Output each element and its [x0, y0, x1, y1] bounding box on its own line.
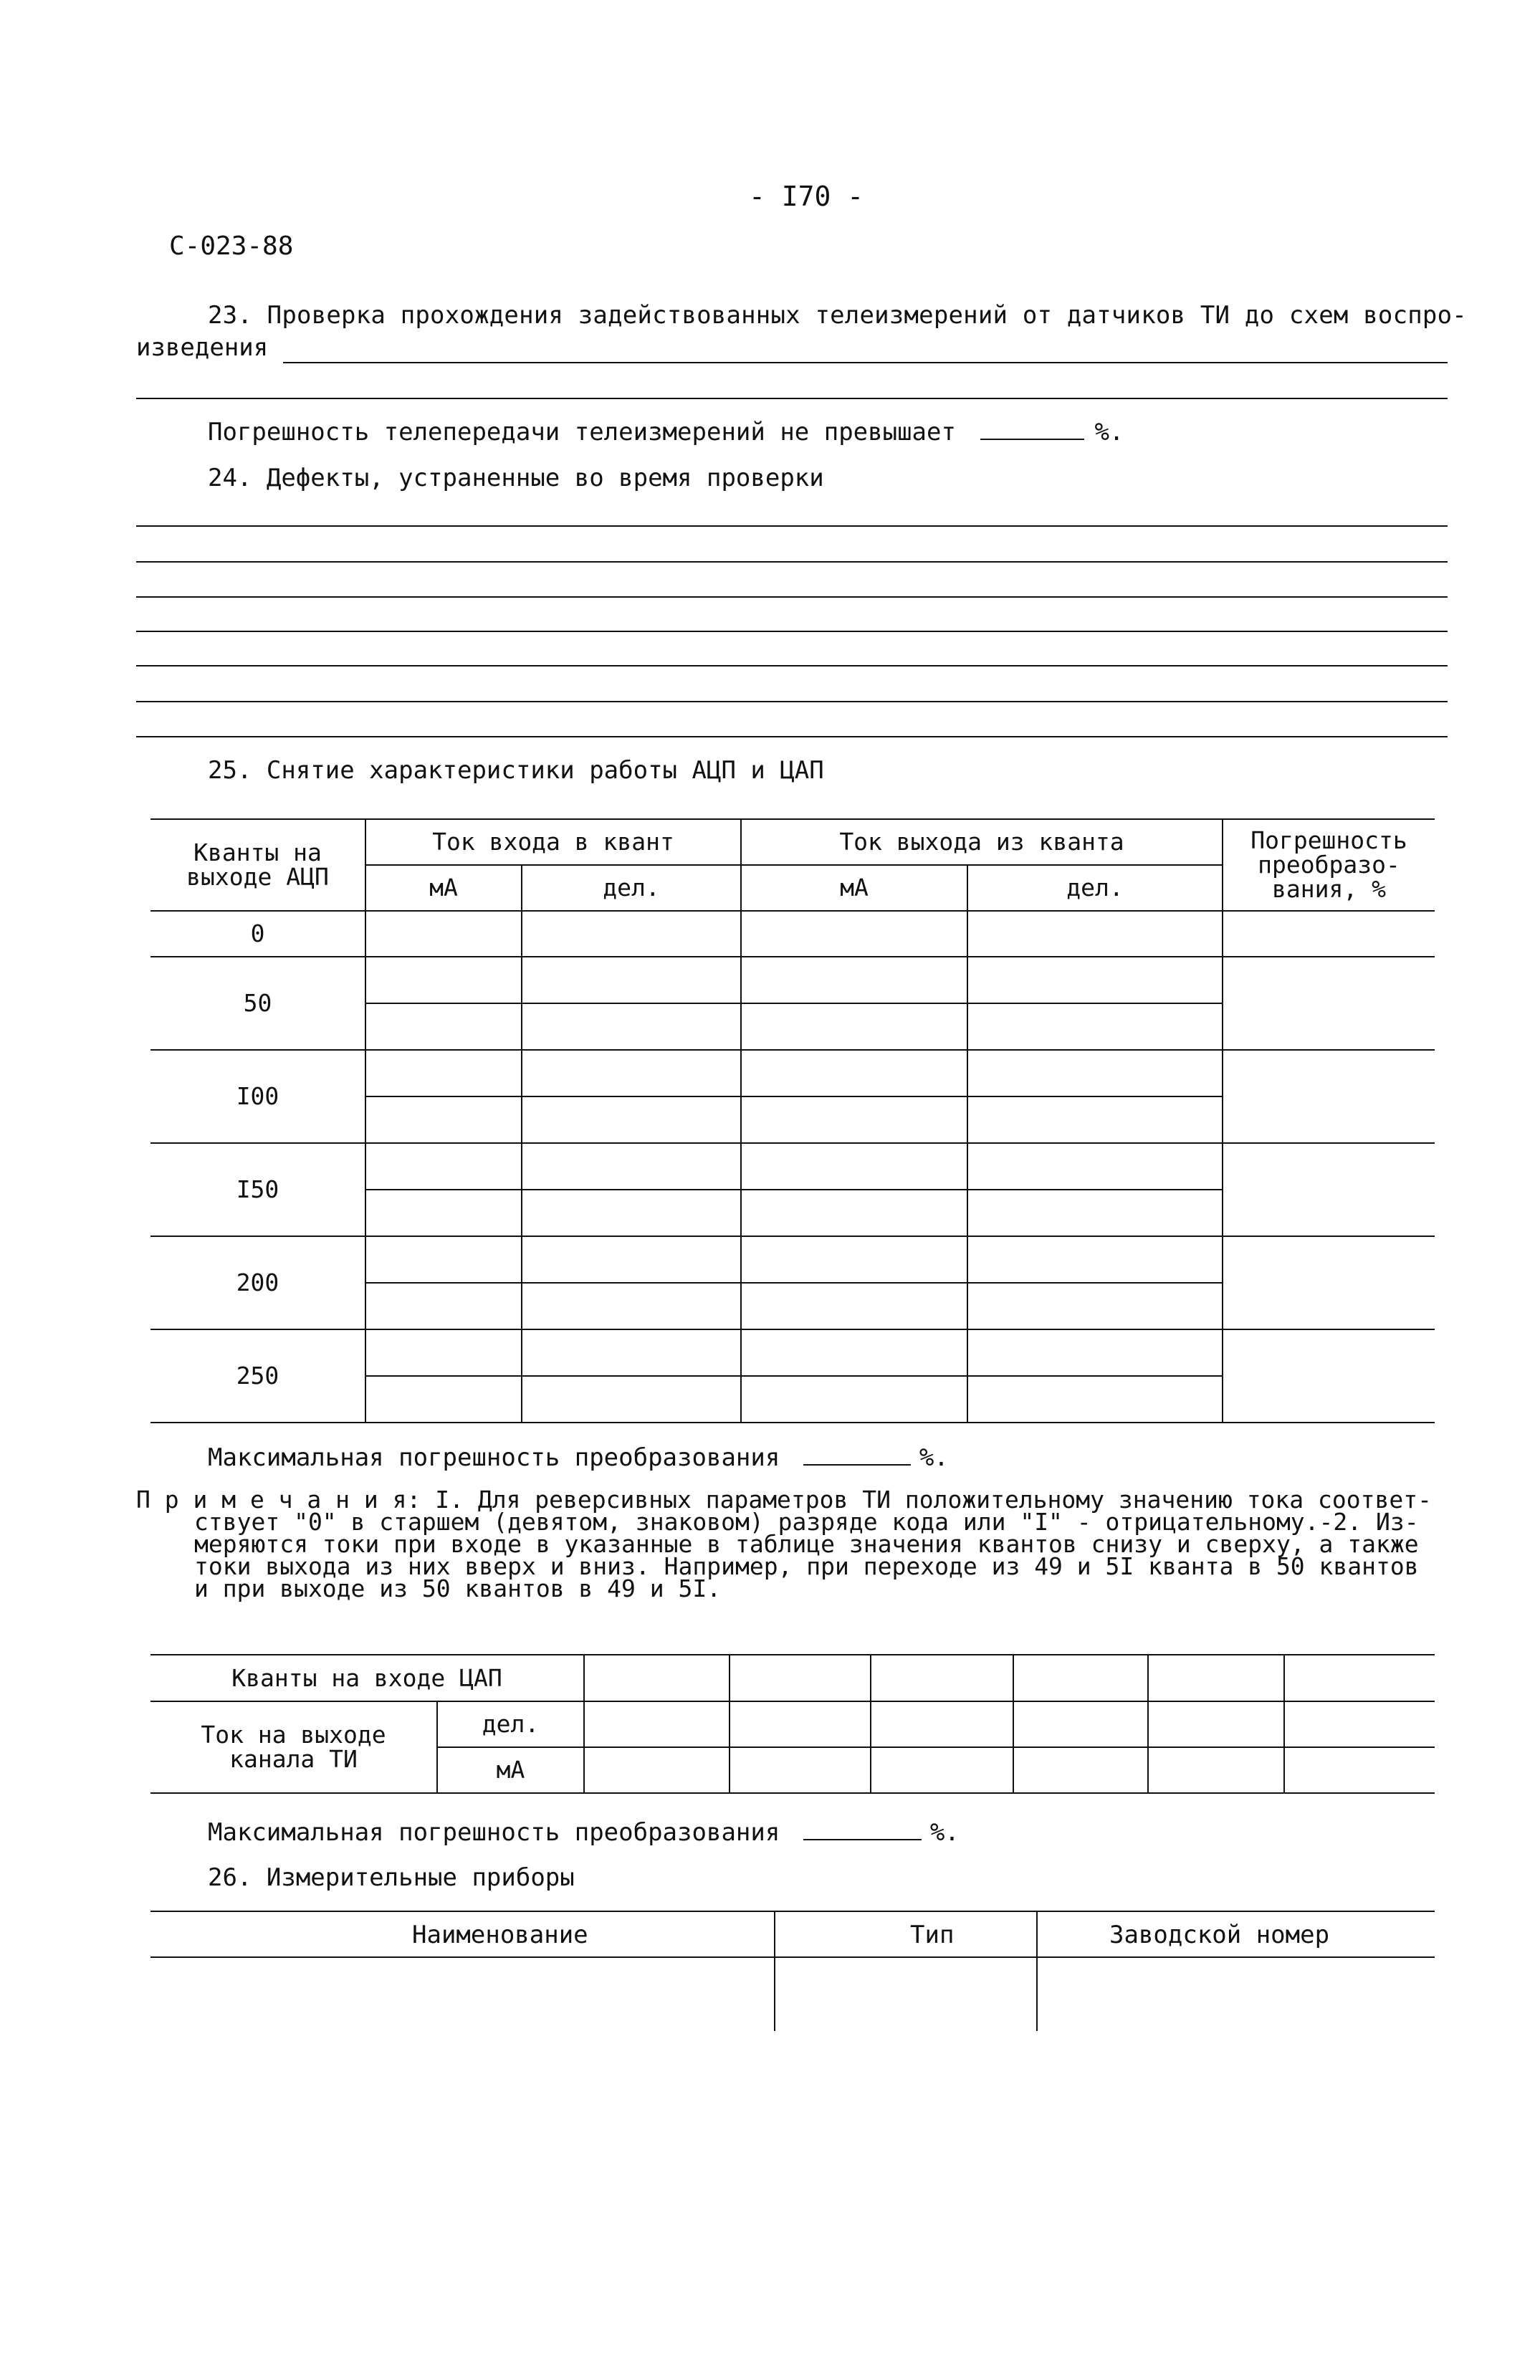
row-quanta-50: 50 — [150, 957, 365, 1050]
cell[interactable] — [584, 1747, 730, 1793]
cell[interactable] — [967, 1143, 1223, 1190]
cell[interactable] — [365, 957, 522, 1003]
dac-quanta-label: Кванты на входе ЦАП — [150, 1655, 584, 1701]
document-code: С-023-88 — [169, 231, 294, 261]
max-error-percent: %. — [919, 1443, 949, 1472]
cell[interactable] — [522, 1283, 741, 1329]
cell[interactable] — [584, 1701, 730, 1747]
dac-table — [150, 1654, 1435, 1794]
item23-line1: 23. Проверка прохождения задействованных телеизмерений от датчиков ТИ до схем воспро- — [208, 301, 1467, 330]
cell[interactable] — [741, 911, 967, 957]
header-error: Погрешность преобразо- вания, % — [1223, 819, 1435, 911]
row-quanta-100: I00 — [150, 1050, 365, 1143]
cell[interactable] — [871, 1747, 1013, 1793]
cell[interactable] — [365, 1050, 522, 1096]
notes-label: П р и м е ч а н и я: — [136, 1486, 421, 1514]
item26-title: 26. Измерительные приборы — [208, 1863, 575, 1892]
cell[interactable] — [967, 1329, 1223, 1376]
item24-fill-line — [136, 701, 1448, 702]
cell[interactable] — [365, 1283, 522, 1329]
max-error-line-2 — [208, 1817, 960, 1847]
cell[interactable] — [522, 1236, 741, 1283]
item23-error-blank[interactable] — [980, 417, 1084, 440]
max-error2-percent: %. — [929, 1818, 960, 1847]
cell[interactable] — [365, 911, 522, 957]
item23-line2: изведения — [136, 333, 269, 362]
cell[interactable] — [730, 1701, 871, 1747]
notes-line4: токи выхода из них вверх и вниз. Например, при переходе из 49 и 5I кванта в 50 квантов — [194, 1552, 1419, 1580]
instruments-col-name: Наименование — [412, 1921, 588, 1949]
cell[interactable] — [1148, 1701, 1284, 1747]
page-number: - I70 - — [749, 181, 864, 212]
item24-title: 24. Дефекты, устраненные во время проверки — [208, 464, 824, 492]
item25-title: 25. Снятие характеристики работы АЦП и ЦАП — [208, 756, 824, 785]
notes-line5: и при выходе из 50 квантов в 49 и 5I. — [194, 1574, 722, 1602]
cell[interactable] — [1223, 911, 1435, 957]
subheader-input-ma: мА — [365, 865, 522, 911]
cell[interactable] — [1148, 1655, 1284, 1701]
row-quanta-150: I50 — [150, 1143, 365, 1236]
cell[interactable] — [741, 1143, 967, 1190]
cell[interactable] — [365, 1143, 522, 1190]
cell[interactable] — [1013, 1701, 1148, 1747]
header-input-current: Ток входа в квант — [365, 819, 741, 865]
instruments-col-serial: Заводской номер — [1109, 1921, 1330, 1949]
cell[interactable] — [741, 1376, 967, 1423]
header-output-current: Ток выхода из кванта — [741, 819, 1223, 865]
cell[interactable] — [741, 1190, 967, 1236]
max-error-label: Максимальная погрешность преобразования — [208, 1443, 780, 1472]
row-quanta-250: 250 — [150, 1329, 365, 1423]
cell[interactable] — [522, 1329, 741, 1376]
cell[interactable] — [1013, 1655, 1148, 1701]
cell[interactable] — [522, 957, 741, 1003]
item23-fill-line-2 — [136, 398, 1448, 399]
cell[interactable] — [967, 1190, 1223, 1236]
dac-sub-div: дел. — [437, 1701, 584, 1747]
cell[interactable] — [741, 957, 967, 1003]
cell[interactable] — [1148, 1747, 1284, 1793]
cell[interactable] — [522, 1050, 741, 1096]
max-error2-label: Максимальная погрешность преобразования — [208, 1818, 780, 1847]
instruments-divider — [1036, 1911, 1038, 2031]
cell[interactable] — [365, 1376, 522, 1423]
cell[interactable] — [967, 1376, 1223, 1423]
item24-fill-line — [136, 596, 1448, 598]
item23-error-label: Погрешность телепередачи телеизмерений не превышает — [208, 418, 956, 446]
cell[interactable] — [1223, 1143, 1435, 1236]
cell[interactable] — [967, 1096, 1223, 1143]
cell[interactable] — [1013, 1747, 1148, 1793]
adc-dac-table — [150, 818, 1435, 1423]
cell[interactable] — [871, 1655, 1013, 1701]
instruments-col-type: Тип — [910, 1921, 955, 1949]
row-quanta-0: 0 — [150, 911, 365, 957]
cell[interactable] — [741, 1050, 967, 1096]
cell[interactable] — [522, 1376, 741, 1423]
subheader-input-div: дел. — [522, 865, 741, 911]
cell[interactable] — [871, 1701, 1013, 1747]
item24-fill-line — [136, 525, 1448, 527]
cell[interactable] — [1223, 1050, 1435, 1143]
item23-percent: %. — [1094, 418, 1124, 446]
max-error2-blank[interactable] — [803, 1817, 922, 1840]
item24-fill-line — [136, 736, 1448, 737]
cell[interactable] — [1223, 1329, 1435, 1423]
item23-fill-line — [283, 362, 1448, 363]
cell[interactable] — [1284, 1655, 1435, 1701]
cell[interactable] — [730, 1655, 871, 1701]
notes-line3: меряются токи при входе в указанные в таблице значения квантов снизу и сверху, а также — [194, 1530, 1419, 1558]
max-error-blank[interactable] — [803, 1443, 911, 1466]
cell[interactable] — [522, 911, 741, 957]
subheader-output-ma: мА — [741, 865, 967, 911]
cell[interactable] — [967, 1236, 1223, 1283]
cell[interactable] — [1284, 1701, 1435, 1747]
cell[interactable] — [522, 1096, 741, 1143]
item24-fill-line — [136, 561, 1448, 563]
item23-error-text — [208, 417, 1124, 446]
cell[interactable] — [741, 1003, 967, 1050]
notes-text-1: I. Для реверсивных параметров ТИ положительному значению тока соответ- — [435, 1486, 1432, 1514]
cell[interactable] — [741, 1283, 967, 1329]
dac-sub-ma: мА — [437, 1747, 584, 1793]
subheader-output-div: дел. — [967, 865, 1223, 911]
cell[interactable] — [741, 1329, 967, 1376]
cell[interactable] — [365, 1329, 522, 1376]
cell[interactable] — [967, 1283, 1223, 1329]
cell[interactable] — [365, 1096, 522, 1143]
max-error-line-1 — [208, 1443, 949, 1472]
header-quanta: Кванты на выходе АЦП — [150, 819, 365, 911]
instruments-header-line — [150, 1956, 1435, 1958]
instruments-top-line — [150, 1911, 1435, 1912]
item24-fill-line — [136, 631, 1448, 632]
cell[interactable] — [741, 1236, 967, 1283]
cell[interactable] — [522, 1003, 741, 1050]
row-quanta-200: 200 — [150, 1236, 365, 1329]
cell[interactable] — [1223, 1236, 1435, 1329]
cell[interactable] — [365, 1003, 522, 1050]
notes-line2: ствует "0" в старшем (девятом, знаковом) разряде кода или "I" - отрицательному.-2. Из- — [194, 1508, 1419, 1536]
cell[interactable] — [741, 1096, 967, 1143]
cell[interactable] — [365, 1236, 522, 1283]
cell[interactable] — [967, 1050, 1223, 1096]
cell[interactable] — [1284, 1747, 1435, 1793]
cell[interactable] — [365, 1190, 522, 1236]
cell[interactable] — [584, 1655, 730, 1701]
cell[interactable] — [522, 1143, 741, 1190]
cell[interactable] — [967, 1003, 1223, 1050]
dac-current-label: Ток на выходе канала ТИ — [150, 1701, 437, 1793]
cell[interactable] — [967, 911, 1223, 957]
item24-fill-line — [136, 665, 1448, 666]
cell[interactable] — [522, 1190, 741, 1236]
cell[interactable] — [730, 1747, 871, 1793]
cell[interactable] — [967, 957, 1223, 1003]
instruments-divider — [774, 1911, 775, 2031]
cell[interactable] — [1223, 957, 1435, 1050]
